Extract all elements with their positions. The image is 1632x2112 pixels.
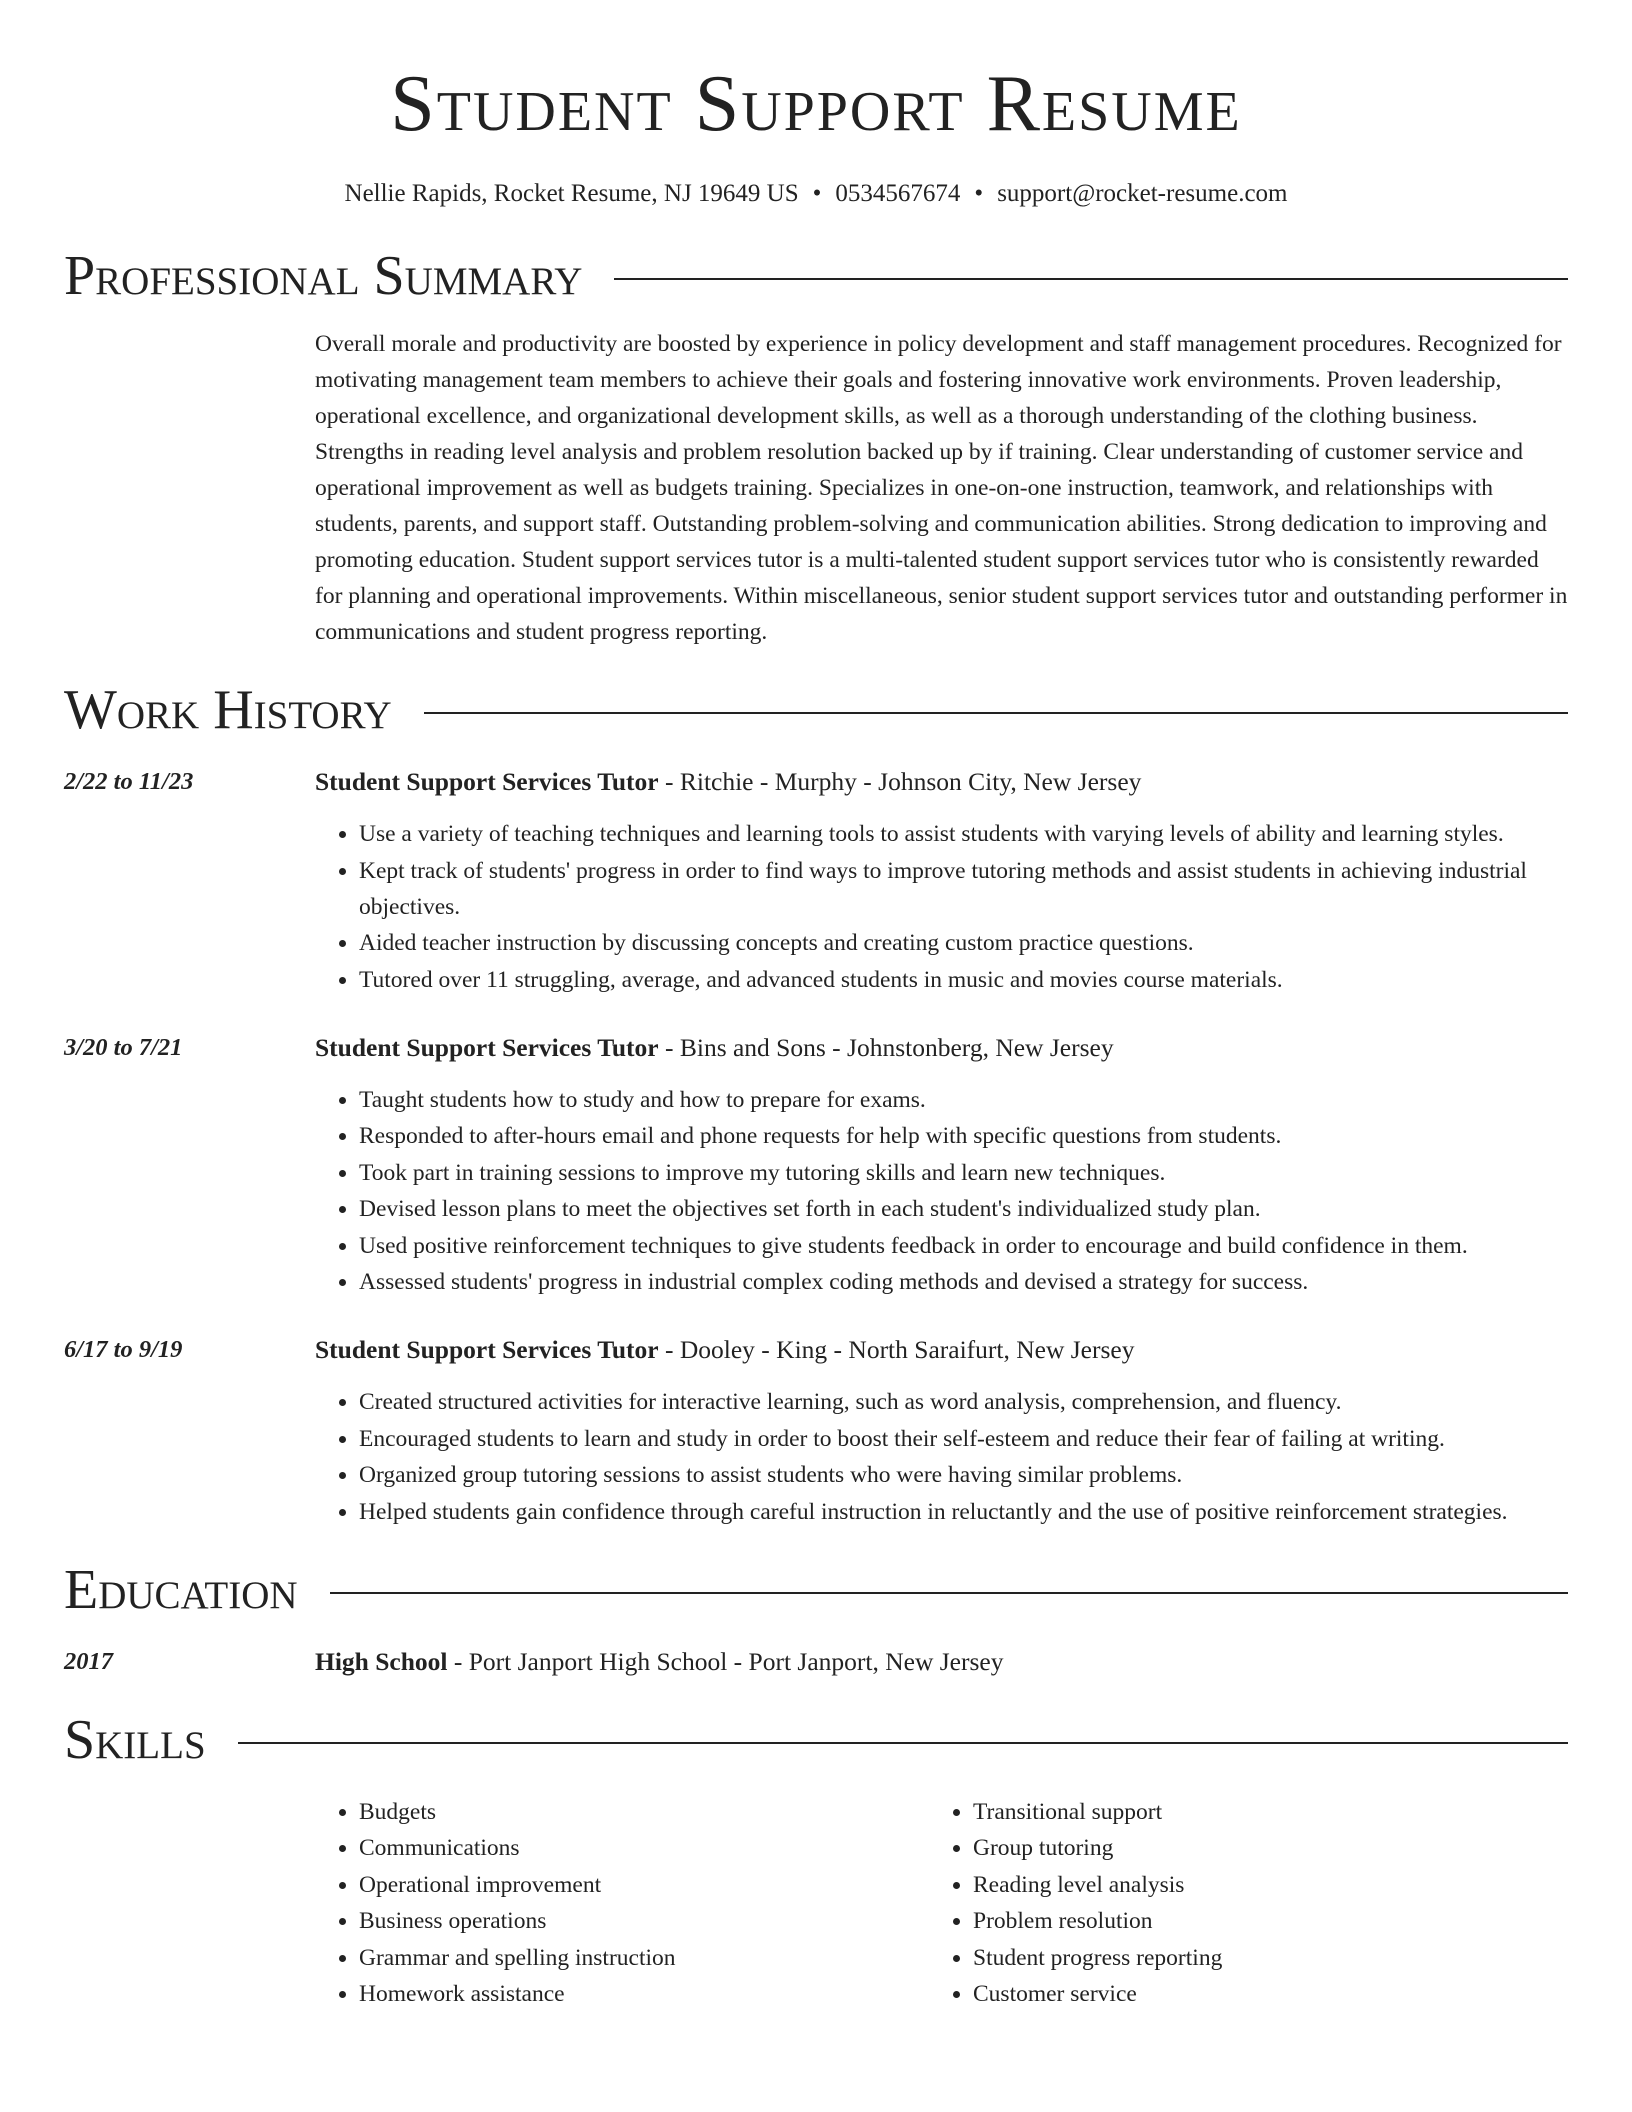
job-details: - Dooley - King - North Saraifurt, New Jersey — [658, 1335, 1135, 1364]
section-divider — [238, 1742, 1568, 1744]
contact-address: Nellie Rapids, Rocket Resume, NJ 19649 US — [344, 180, 799, 207]
job-details: - Ritchie - Murphy - Johnson City, New Jersey — [658, 767, 1142, 796]
education-details: - Port Janport High School - Port Janport, New Jersey — [447, 1646, 1004, 1676]
list-item: • Use a variety of teaching techniques and learning tools to assist students with varying levels of ability and learning styles. — [359, 816, 1568, 852]
section-divider — [614, 278, 1568, 280]
job-role: Student Support Services Tutor — [315, 1335, 659, 1364]
resume-title: Student Support Resume — [390, 60, 1242, 148]
section-title: Work History — [64, 679, 392, 741]
job-entry — [64, 1332, 1568, 1530]
education-heading — [315, 1644, 1003, 1680]
job-entry — [64, 1030, 1568, 1301]
list-item: • Created structured activities for interactive learning, such as word analysis, comprehension, and fluency. — [359, 1384, 1568, 1420]
list-item: • Used positive reinforcement techniques to give students feedback in order to encourage and build confidence in them. — [359, 1228, 1568, 1264]
skill-item: • Communications — [359, 1830, 929, 1867]
skill-item: • Business operations — [359, 1903, 929, 1940]
job-bullets — [315, 1384, 1568, 1530]
job-heading — [315, 764, 1568, 800]
skill-item: • Operational improvement — [359, 1867, 929, 1904]
skill-item: • Student progress reporting — [973, 1940, 1543, 1977]
skills-column-left — [315, 1794, 929, 2013]
skill-item: • Reading level analysis — [973, 1867, 1543, 1904]
skills-list — [315, 1794, 1568, 2013]
skill-item: • Grammar and spelling instruction — [359, 1940, 929, 1977]
education-date: 2017 — [64, 1647, 113, 1675]
education-degree: High School — [315, 1646, 448, 1676]
bullet-separator: • — [974, 180, 984, 207]
job-bullets — [315, 1082, 1568, 1301]
job-entry — [64, 764, 1568, 998]
list-item: • Kept track of students' progress in order to find ways to improve tutoring methods and assist students in achieving industrial objectives. — [359, 853, 1568, 925]
skill-item: • Problem resolution — [973, 1903, 1543, 1940]
list-item: • Tutored over 11 struggling, average, and advanced students in music and movies course materials. — [359, 962, 1568, 998]
list-item: • Organized group tutoring sessions to assist students who were having similar problems. — [359, 1457, 1568, 1493]
job-role: Student Support Services Tutor — [315, 767, 659, 796]
job-role: Student Support Services Tutor — [315, 1032, 659, 1062]
skill-item: • Budgets — [359, 1794, 929, 1831]
list-item: • Responded to after-hours email and phone requests for help with specific questions from students. — [359, 1118, 1568, 1154]
skill-item: • Homework assistance — [359, 1976, 929, 2013]
bullet-separator: • — [812, 180, 822, 207]
summary-text: Overall morale and productivity are boosted by experience in policy development and staff management procedures. Recognized for motivating management team members to achieve their goals and fostering innovative work environments. Proven leadership, operational excellence, and organizational development skills, as well as a thorough understanding of the clothing business. Strengths in reading level analysis and problem resolution backed up by if training. Clear understanding of customer service and operational improvement as well as budgets training. Specializes in one-on-one instruction, teamwork, and relationships with students, parents, and support staff. Outstanding problem-solving and communication abilities. Strong dedication to improving and promoting education. Student support services tutor is a multi-talented student support services tutor who is consistently rewarded for planning and operational improvements. Within miscellaneous, senior student support services tutor and outstanding performer in communications and student progress reporting. — [315, 331, 1568, 645]
job-heading — [315, 1332, 1568, 1368]
work-section-header — [64, 679, 1568, 741]
list-item: • Taught students how to study and how to prepare for exams. — [359, 1082, 1568, 1118]
skill-item: • Group tutoring — [973, 1830, 1543, 1867]
list-item: • Helped students gain confidence through careful instruction in reluctantly and the use of positive reinforcement strategies. — [359, 1494, 1568, 1530]
summary-section-header — [64, 245, 1568, 307]
job-heading — [315, 1030, 1568, 1066]
contact-email: support@rocket-resume.com — [997, 180, 1288, 207]
list-item: • Encouraged students to learn and study in order to boost their self-esteem and reduce their fear of failing at writing. — [359, 1421, 1568, 1457]
skill-item: • Transitional support — [973, 1794, 1543, 1831]
section-title: Education — [64, 1558, 298, 1621]
section-divider — [330, 1592, 1568, 1594]
contact-line — [64, 180, 1568, 208]
section-title: Professional Summary — [64, 245, 583, 307]
job-details: - Bins and Sons - Johnstonberg, New Jersey — [658, 1032, 1114, 1062]
skills-section-header — [64, 1708, 1568, 1771]
list-item: • Devised lesson plans to meet the objectives set forth in each student's individualized study plan. — [359, 1191, 1568, 1227]
list-item: • Aided teacher instruction by discussing concepts and creating custom practice questions. — [359, 925, 1568, 961]
section-title: Skills — [64, 1708, 206, 1771]
education-entry — [64, 1644, 1568, 1680]
job-date: 3/20 to 7/21 — [64, 1033, 183, 1061]
job-bullets — [315, 816, 1568, 998]
skill-item: • Customer service — [973, 1976, 1543, 2013]
contact-phone: 0534567674 — [835, 180, 961, 207]
skills-column-right — [929, 1794, 1543, 2013]
list-item: • Assessed students' progress in industrial complex coding methods and devised a strategy for success. — [359, 1264, 1568, 1300]
job-date: 6/17 to 9/19 — [64, 1336, 183, 1363]
section-divider — [424, 712, 1568, 714]
list-item: • Took part in training sessions to improve my tutoring skills and learn new techniques. — [359, 1155, 1568, 1191]
job-date: 2/22 to 11/23 — [64, 768, 194, 795]
education-section-header — [64, 1558, 1568, 1621]
